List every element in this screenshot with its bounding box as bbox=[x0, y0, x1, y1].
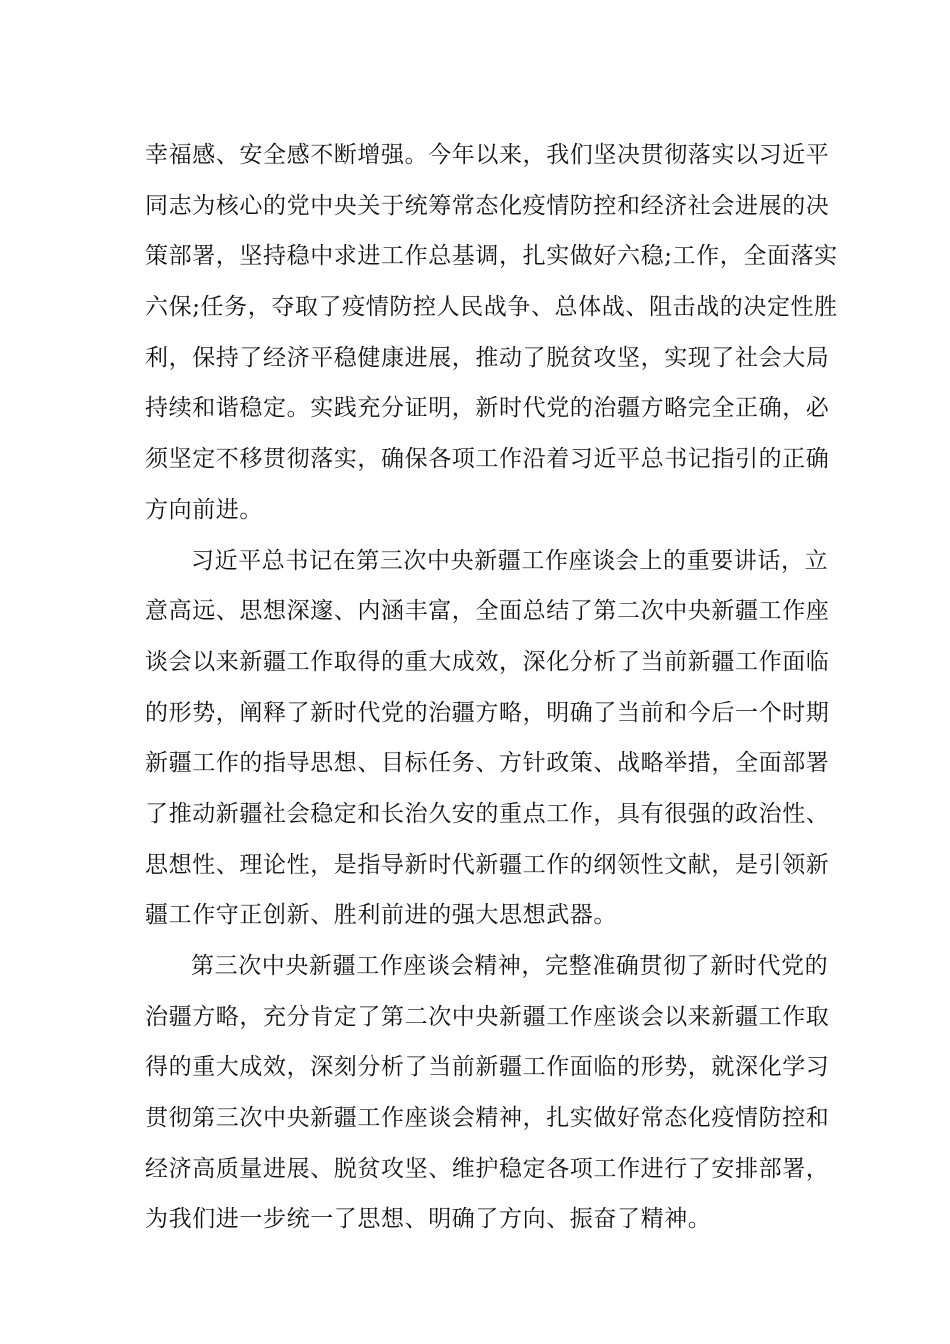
text-line: 利，保持了经济平稳健康进展，推动了脱贫攻坚，实现了社会大局 bbox=[145, 344, 830, 371]
paragraph-start-line: 习近平总书记在第三次中央新疆工作座谈会上的重要讲话，立 bbox=[191, 547, 829, 574]
body-text bbox=[145, 130, 838, 1245]
text-line: 同志为核心的党中央关于统筹常态化疫情防控和经济社会进展的决 bbox=[145, 192, 830, 219]
text-line: 疆工作守正创新、胜利前进的强大思想武器。 bbox=[145, 902, 617, 929]
text-line: 策部署，坚持稳中求进工作总基调，扎实做好六稳;工作，全面落实 bbox=[145, 243, 838, 270]
text-line: 治疆方略，充分肯定了第二次中央新疆工作座谈会以来新疆工作取 bbox=[145, 1003, 830, 1030]
text-line: 经济高质量进展、脱贫攻坚、维护稳定各项工作进行了安排部署， bbox=[145, 1155, 830, 1182]
text-line: 为我们进一步统一了思想、明确了方向、振奋了精神。 bbox=[145, 1206, 712, 1233]
text-line: 谈会以来新疆工作取得的重大成效，深化分析了当前新疆工作面临 bbox=[145, 648, 830, 675]
text-line: 的形势，阐释了新时代党的治疆方略，明确了当前和今后一个时期 bbox=[145, 699, 830, 726]
text-line: 持续和谐稳定。实践充分证明，新时代党的治疆方略完全正确，必 bbox=[145, 395, 830, 422]
paragraph-start-line: 第三次中央新疆工作座谈会精神，完整准确贯彻了新时代党的 bbox=[191, 953, 829, 979]
text-line: 新疆工作的指导思想、目标任务、方针政策、战略举措，全面部署 bbox=[145, 750, 830, 777]
text-line: 六保;任务，夺取了疫情防控人民战争、总体战、阻击战的决定性胜 bbox=[145, 294, 838, 321]
text-line: 得的重大成效，深刻分析了当前新疆工作面临的形势，就深化学习 bbox=[145, 1054, 830, 1081]
text-line: 贯彻第三次中央新疆工作座谈会精神，扎实做好常态化疫情防控和 bbox=[145, 1105, 830, 1132]
text-line: 幸福感、安全感不断增强。今年以来，我们坚决贯彻落实以习近平 bbox=[145, 142, 830, 168]
text-line: 了推动新疆社会稳定和长治久安的重点工作，具有很强的政治性、 bbox=[145, 800, 830, 827]
text-line: 意高远、思想深邃、内涵丰富，全面总结了第二次中央新疆工作座 bbox=[145, 598, 830, 625]
text-line: 须坚定不移贯彻落实，确保各项工作沿着习近平总书记指引的正确 bbox=[145, 446, 830, 473]
text-line: 思想性、理论性，是指导新时代新疆工作的纲领性文献，是引领新 bbox=[145, 851, 830, 878]
text-line: 方向前进。 bbox=[145, 496, 263, 523]
